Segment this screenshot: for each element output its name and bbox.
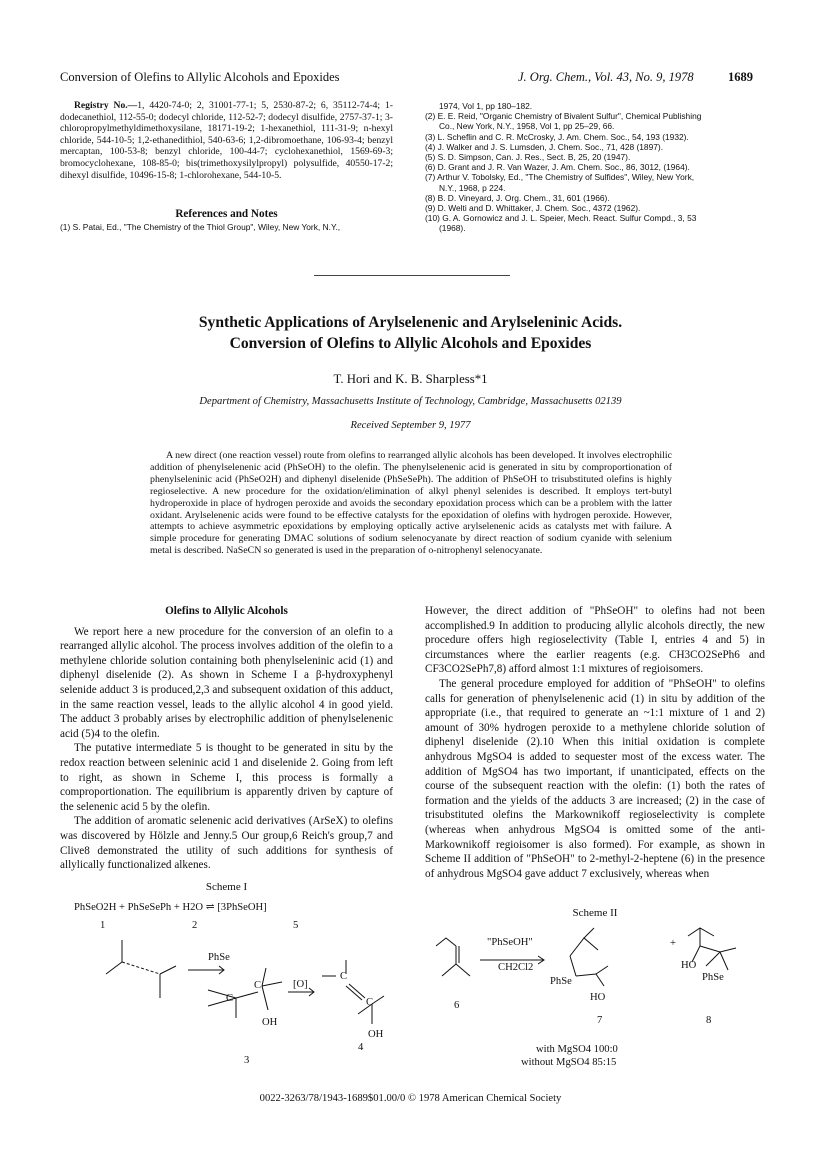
paragraph: The general procedure employed for addition of "PhSeOH" to olefins calls for generation of phenylselenenic acid (1) in situ by addition of the appropriate (i.e., that required to generate an ~1:1 mixture of 1 and 2) amount of 30% hydrogen peroxide to a methylene chloride solution of diphenyl diselenide (2).10 When this initial oxidation is complete anhydrous MgSO4 is added to sequester most of the excess water. The addition of MgSO4 has two important, if unanticipated, effects on the course of the subsequent reaction with the olefin: (1) both the rates of formation and the yields of the adducts 3 are increased; (2) in the case of trisubstituted olefins the Markownikoff regioselectivity is complete (whereas when anhydrous MgSO4 is omitted some of the anti-Markownikoff regioisomer is also formed). For example, as shown in Scheme II addition of "PhSeOH" to 2-methyl-2-heptene (6) in the presence of anhydrous MgSO4 gave adduct 7 exclusively, whereas when (425, 677, 765, 880)
bond-line (576, 974, 604, 986)
reference-list-left (60, 222, 393, 232)
reference-item: (8) B. D. Vineyard, J. Org. Chem., 31, 601 (1966). (425, 192, 610, 203)
bond-line (720, 952, 728, 970)
reference-item: 1974, Vol 1, pp 180–182. (439, 101, 533, 111)
scheme-2-label: Scheme II (572, 907, 618, 919)
section-divider (314, 275, 510, 276)
affiliation: Department of Chemistry, Massachusetts Institute of Technology, Cambridge, Massachusetts 02139 (199, 396, 622, 407)
paragraph: The addition of aromatic selenenic acid derivatives (ArSeX) to olefins was discovered by Hölzle and Jenny.5 Our group,6 Reich's group,7 and Clive8 demonstrated the utility of such additions for synthesis of allylically functionalized alkenes. (60, 815, 393, 872)
reference-item: Co., New York, N.Y., 1958, Vol 1, pp 25–29, 66. (439, 121, 615, 132)
bond-line (106, 962, 122, 974)
registry-text: 1, 4420-74-0; 2, 31001-77-1; 5, 2530-87-2; 6, 35112-74-4; 1-dodecanethiol, 112-55-0; dodecyl chloride, 112-52-7; dodecyl disulfide, 2757-37-1; 3-chloropropylmethyldimethoxysilane, 18171-19-2; 1-hexanethiol, 111-31-9; n-hexyl chloride, 544-10-5; 1,2-ethanedithiol, 540-63-6; 1,2-dibromoethane, 106-93-4; benzyl mercaptan, 100-53-8; benzyl chloride, 100-44-7; cyclohexanethiol, 1569-69-3; bromocyclohexane, 108-85-0; bis(trimethoxysilylpropyl) polysulfide, 40550-17-2; dihexyl disulfide, 10496-15-8; 1-chlorohexane, 544-10-5. (60, 100, 393, 181)
bond-line (122, 962, 160, 974)
bond-line (570, 956, 576, 976)
bond-line (160, 966, 176, 974)
phenylseleno-group-label: PhSe (208, 952, 230, 963)
paragraph: The putative intermediate 5 is thought to be generated in situ by the redox reaction between seleninic acid 1 and diselenide 2. Going from left to right, as shown in Scheme I, this process is formally a comproportionation. The equilibrium is apparently driven by capture of the selenenic acid 5 by the olefin. (60, 742, 393, 813)
body-column-left (60, 604, 393, 873)
compound-number-7: 7 (597, 1015, 603, 1026)
bond-line (262, 968, 266, 986)
solvent-label: CH2Cl2 (498, 962, 534, 973)
compound-number-2: 2 (192, 920, 198, 931)
article-title-line-2: Conversion of Olefins to Allylic Alcohols and Epoxides (229, 335, 592, 352)
compound-number-4: 4 (358, 1042, 364, 1053)
paragraph: We report here a new procedure for the conversion of an olefin to a rearranged allylic alcohol. The process involves addition of the olefin to a methylene chloride solution containing both phenylseleninic acid (1) and diphenyl diselenide (2). As shown in Scheme I a β-hydroxyphenyl selenide adduct 3 is produced,2,3 and subsequent oxidation of this adduct, in the same reaction vessel, leads to the allylic alcohol 4 in good yield. The adduct 3 probably arises by electrophilic addition of phenylselenenic acid (5)4 to the olefin. (60, 625, 393, 740)
carbon-atom-label: C (226, 993, 234, 1004)
reference-item: (1) S. Patai, Ed., "The Chemistry of the Thiol Group", Wiley, New York, N.Y., (60, 222, 341, 232)
running-head-journal: J. Org. Chem., Vol. 43, No. 9, 1978 (518, 70, 694, 84)
plus-sign: + (670, 938, 676, 949)
phenylseleno-group-label: PhSe (550, 976, 572, 987)
compound-number-5: 5 (293, 920, 299, 931)
bond-line (688, 928, 714, 936)
compound-number-1: 1 (100, 920, 106, 931)
bond-line (262, 986, 268, 1010)
scheme-1-equation: PhSeO2H + PhSeSePh + H2O ⇌ [3PhSeOH] (74, 902, 267, 913)
bond-line (442, 946, 456, 976)
bond-line (584, 928, 594, 938)
copyright-footer: 0022-3263/78/1943-1689$01.00/0 © 1978 American Chemical Society (259, 1093, 562, 1104)
reference-item: (4) J. Walker and J. S. Lumsden, J. Chem. Soc., 71, 428 (1897). (425, 141, 664, 152)
page-number: 1689 (728, 70, 753, 84)
phenylseleno-group-label: PhSe (702, 972, 724, 983)
body-column-right (425, 604, 765, 881)
bond-line (700, 946, 736, 952)
reference-item: (3) L. Scheflin and C. R. McCrosky, J. Am. Chem. Soc., 54, 193 (1932). (425, 131, 689, 142)
compound-number-3: 3 (244, 1055, 250, 1066)
article-title-line-1: Synthetic Applications of Arylselenenic and Arylseleninic Acids. (198, 314, 623, 331)
product-ratio-with-mgso4: with MgSO4 100:0 (536, 1044, 618, 1055)
bond-line (262, 982, 282, 986)
hydroxyl-group-label: HO (590, 992, 606, 1003)
hydroxyl-group-label: HO (681, 960, 697, 971)
reference-item: (9) D. Welti and D. Whittaker, J. Chem. Soc., 4372 (1962). (425, 203, 641, 214)
bond-line (372, 996, 384, 1004)
reagent-label: "PhSeOH" (487, 937, 533, 948)
bond-line (456, 964, 470, 976)
hydroxyl-group-label: OH (262, 1017, 278, 1028)
abstract: A new direct (one reaction vessel) route from olefins to rearranged allylic alcohols has been developed. It involves electrophilic addition of phenylselenenic acid (PhSeOH) to the olefin. The phenylselenenic acid is generated in situ by comproportionation of phenylseleninic acid (PhSeO2H) and diphenyl diselenide (PhSeSePh). The addition of PhSeOH to trisubstituted olefins is highly regioselective. A new procedure for the oxidation/elimination of alkyl phenyl selenides is described. It employs tert-butyl hydroperoxide in place of hydrogen peroxide and avoids the secondary epoxidation process which can be a problem with the latter oxidant. Arylselenenic acids were found to be effective catalysts for the epoxidation of olefins with hydrogen peroxide. However, attempts to achieve asymmetric epoxidations by employing optically active arylselenenic acids as catalysts met with failure. A simple procedure for generating DMAC solutions of sodium selenocyanate by direct reaction of sodium cyanide with selenium metal is described. NaSeCN so generated is used in the preparation of o-nitrophenyl selenocyanate. (150, 450, 672, 557)
carbon-atom-label: C (366, 997, 374, 1008)
paragraph: However, the direct addition of "PhSeOH" to olefins had not been accomplished.9 In addition to producing allylic alcohols directly, the new procedure offers high regioselectivity (Table I, entries 4 and 5) in circumstances where the earlier reagents (e.g. CH3CO2SePh6 and CF3CO2SePh7,8) afford almost 1:1 mixtures of regioisomers. (425, 605, 765, 676)
registry-label: Registry No.— (74, 100, 138, 111)
reference-item: N.Y., 1968, p 224. (439, 182, 506, 193)
carbon-atom-label: C (254, 980, 262, 991)
hydroxyl-group-label: OH (368, 1029, 384, 1040)
reference-item: (10) G. A. Gornowicz and J. L. Speier, Mech. React. Sulfur Compd., 3, 53 (425, 213, 697, 224)
product-ratio-without-mgso4: without MgSO4 85:15 (521, 1057, 617, 1068)
bond-line (570, 938, 598, 956)
reference-item: (5) S. D. Simpson, Can. J. Res., Sect. B, 25, 20 (1947). (425, 152, 631, 163)
reference-item: (6) D. Grant and J. R. Van Wazer, J. Am. Chem. Soc., 86, 3012, (1964). (425, 162, 690, 173)
compound-number-8: 8 (706, 1015, 712, 1026)
bond-line (596, 966, 608, 974)
oxidant-label: [O] (293, 979, 308, 990)
bond-line (706, 952, 720, 966)
carbon-atom-label: C (340, 971, 348, 982)
registry-numbers (60, 100, 393, 181)
reference-item: (2) E. E. Reid, "Organic Chemistry of Bivalent Sulfur", Chemical Publishing (425, 111, 702, 122)
running-head-left: Conversion of Olefins to Allylic Alcohols and Epoxides (60, 70, 340, 84)
authors: T. Hori and K. B. Sharpless*1 (333, 372, 488, 386)
reference-list-right (425, 101, 765, 234)
bond-line (236, 992, 258, 998)
scheme-1-structures (100, 940, 400, 1060)
bond-line (436, 938, 456, 946)
scheme-1-label: Scheme I (205, 881, 248, 893)
compound-number-6: 6 (454, 1000, 460, 1011)
reference-item: (7) Arthur V. Tobolsky, Ed., "The Chemistry of Sulfides", Wiley, New York, (425, 172, 695, 183)
section-heading: Olefins to Allylic Alcohols (165, 605, 288, 617)
received-date: Received September 9, 1977 (350, 420, 471, 431)
references-heading: References and Notes (175, 208, 278, 220)
reference-item: (1968). (439, 223, 466, 234)
article-title (60, 312, 761, 354)
